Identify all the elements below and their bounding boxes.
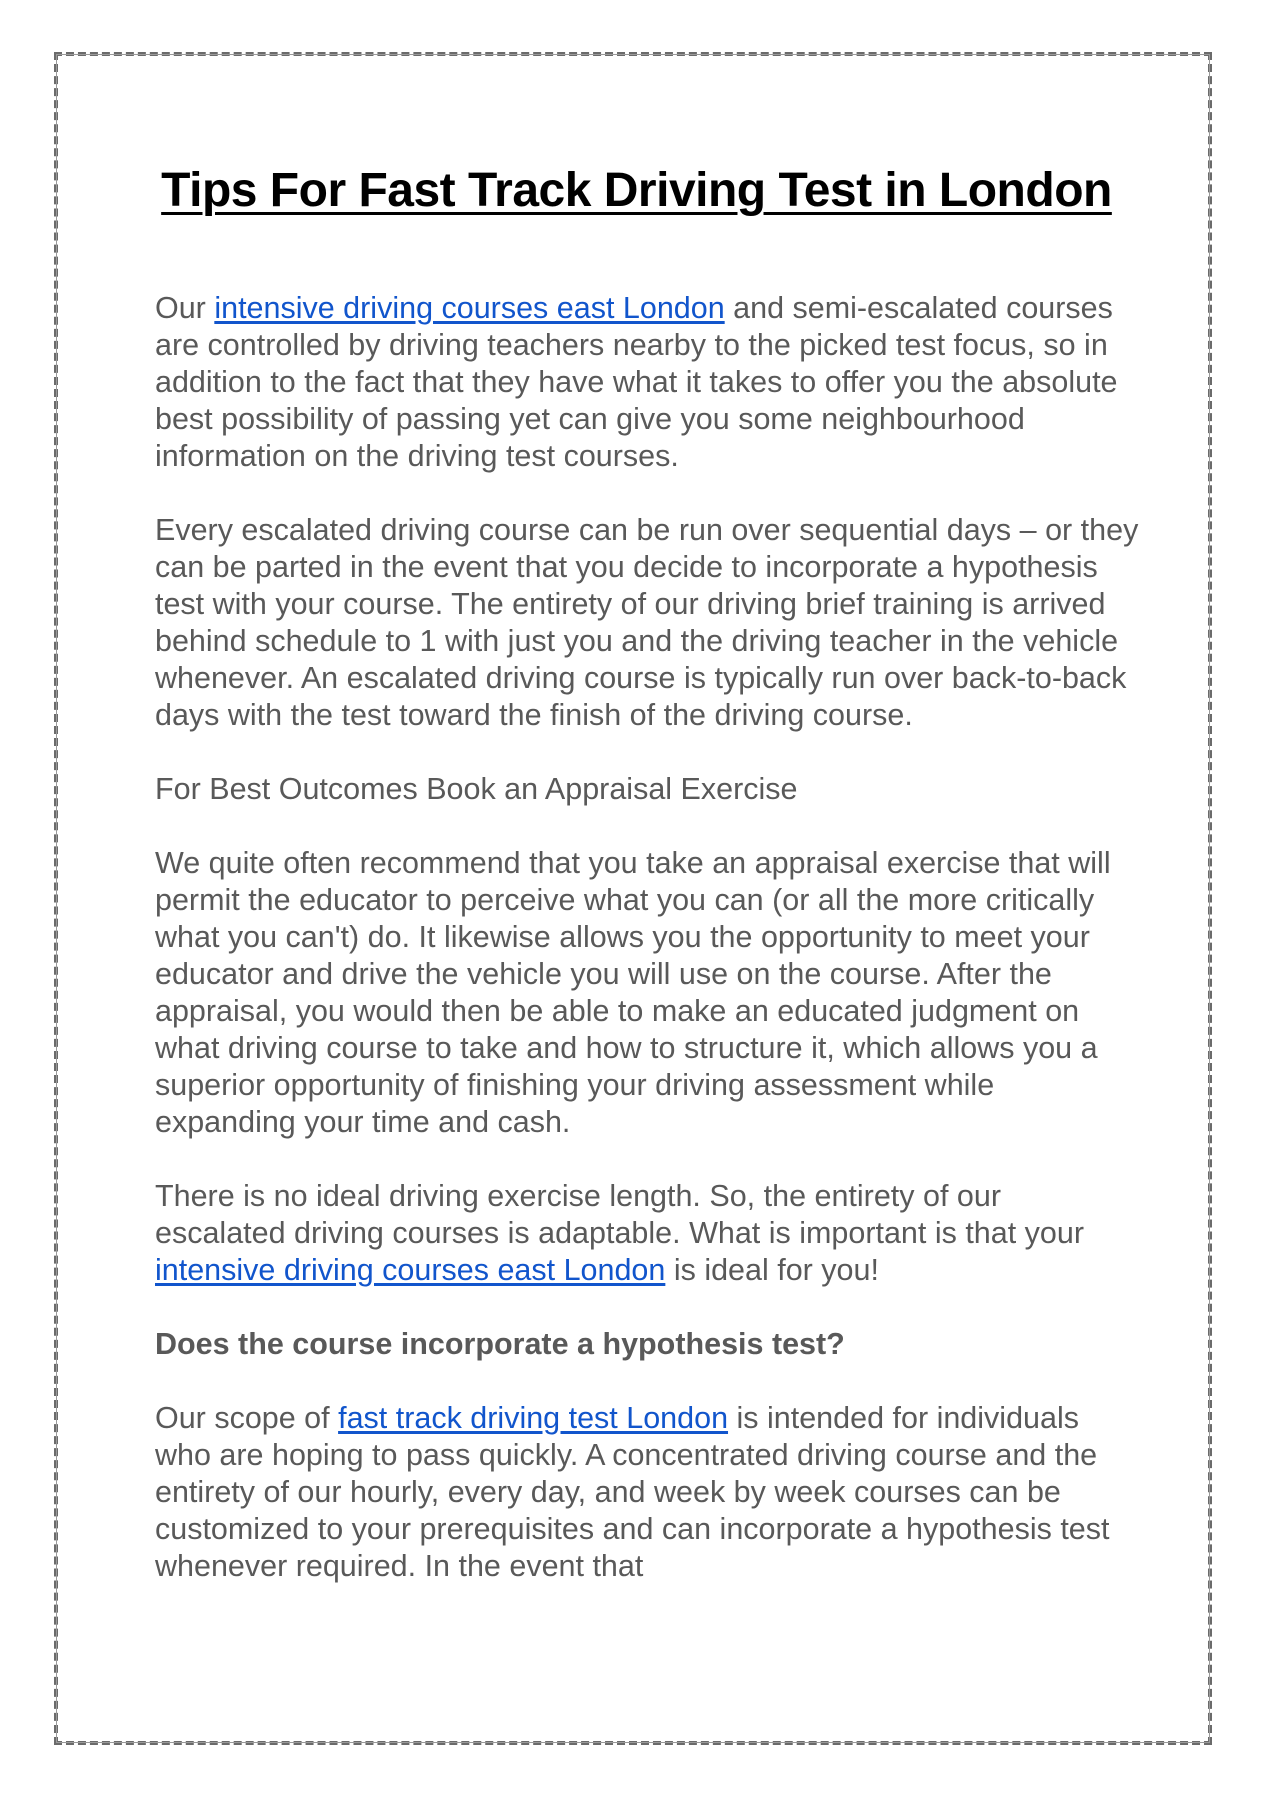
paragraph-text: Our scope of	[155, 1401, 339, 1435]
paragraph-intro	[155, 290, 1140, 475]
page-title-text: Tips For Fast Track Driving Test in London	[161, 164, 1112, 217]
paragraph-fast-track	[155, 1400, 1140, 1585]
paragraph-text: and semi-escalated courses are controlled by driving teachers nearby to the picked test focus, so in addition to the fact that they have what it takes to offer you the absolute best possibility of passing yet can give you some neighbourhood information on the driving test courses.	[155, 291, 1118, 473]
paragraph-escalated-course: Every escalated driving course can be run over sequential days – or they can be parted in the event that you decide to incorporate a hypothesis test with your course. The entirety of our driving brief training is arrived behind schedule to 1 with just you and the driving teacher in the vehicle whenever. An escalated driving course is typically run over back-to-back days with the test toward the finish of the driving course.	[155, 513, 1139, 732]
subheading-appraisal: For Best Outcomes Book an Appraisal Exercise	[155, 772, 798, 806]
page-title	[0, 162, 1273, 220]
fast-track-test-link[interactable]: fast track driving test London	[338, 1401, 729, 1435]
document-body	[155, 290, 1140, 1622]
paragraph-text: There is no ideal driving exercise length. So, the entirety of our escalated driving courses is adaptable. What is important is that your	[155, 1179, 1085, 1250]
paragraph-text: Our	[155, 291, 215, 325]
intensive-courses-link-2[interactable]: intensive driving courses east London	[155, 1253, 666, 1287]
paragraph-exercise-length	[155, 1178, 1140, 1289]
intensive-courses-link[interactable]: intensive driving courses east London	[214, 291, 725, 325]
paragraph-appraisal: We quite often recommend that you take an appraisal exercise that will permit the educator to perceive what you can (or all the more critically what you can't) do. It likewise allows you the opportunity to meet your educator and drive the vehicle you will use on the course. After the appraisal, you would then be able to make an educated judgment on what driving course to take and how to structure it, which allows you a superior opportunity of finishing your driving assessment while expanding your time and cash.	[155, 846, 1111, 1139]
heading-hypothesis-test: Does the course incorporate a hypothesis test?	[155, 1327, 845, 1361]
paragraph-text: is intended for individuals who are hoping to pass quickly. A concentrated driving course and the entirety of our hourly, every day, and week by week courses can be customized to your prerequisites and can incorporate a hypothesis test whenever required. In the event that	[155, 1401, 1110, 1583]
paragraph-text: is ideal for you!	[665, 1253, 879, 1287]
